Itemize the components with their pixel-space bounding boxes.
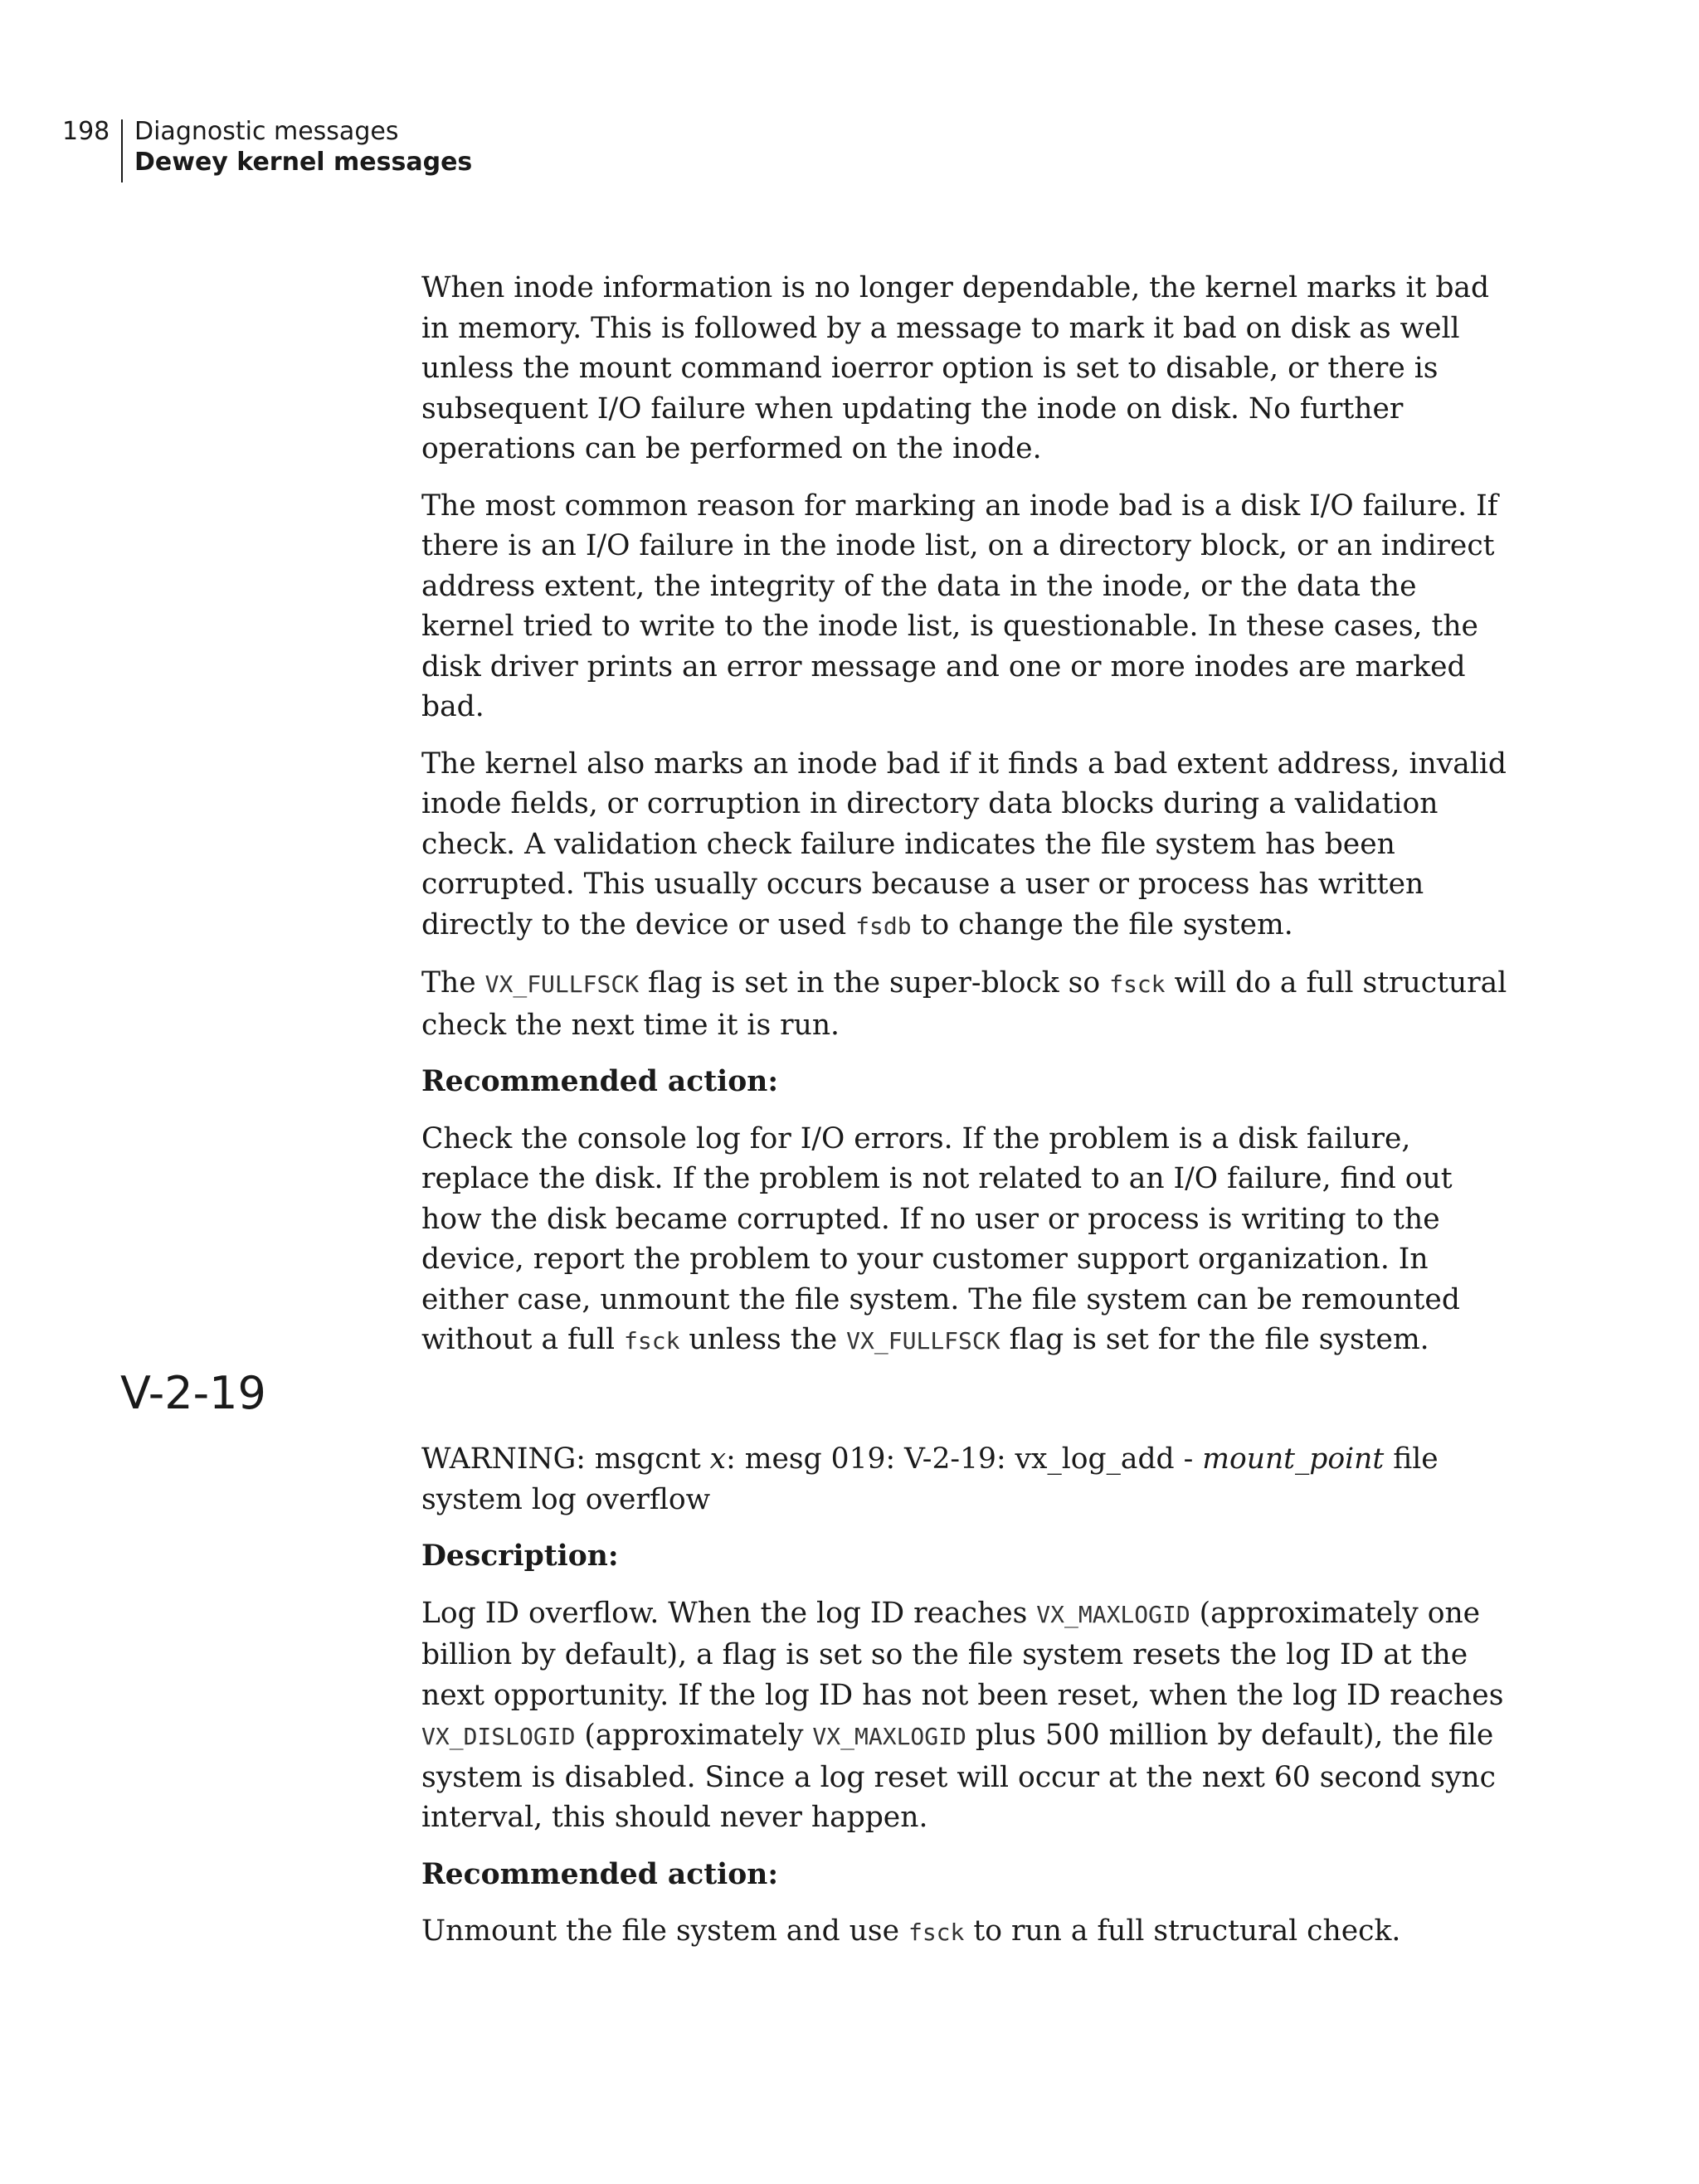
code-vx-dislogid: VX_DISLOGID	[421, 1723, 576, 1750]
text-run: The kernel also marks an inode bad if it finds a bad extent address, invalid inode fields, or corruption in directory data blocks during a validation check. A validation check failure indicates the file system has been corrupted. This usually occurs because a user or process has written directly to the device or used	[421, 747, 1507, 941]
text-run: Log ID overflow. When the log ID reaches	[421, 1596, 1037, 1630]
text-run: file system log overflow	[421, 1442, 1439, 1516]
paragraph: When inode information is no longer dependable, the kernel marks it bad in memory. This is followed by a message to mark it bad on disk as well unless the mount command ioerror option is set to disable, or there is subsequent I/O failure when updating the inode on disk. No further operations can be performed on the inode.	[421, 271, 1490, 465]
text-run: : mesg 019: V-2-19: vx_log_add -	[726, 1442, 1203, 1476]
code-fsck: fsck	[624, 1327, 680, 1355]
italic-x: x	[709, 1442, 727, 1476]
chapter-title: Diagnostic messages	[134, 117, 399, 146]
text-run: to change the file system.	[911, 907, 1293, 941]
recommended-action-label: Recommended action:	[421, 1065, 779, 1098]
text-run: The	[421, 966, 485, 1000]
text-run: will do a full structural check the next time it is run.	[421, 966, 1507, 1042]
text-run: Unmount the file system and use	[421, 1914, 908, 1948]
warning-message	[421, 1439, 1508, 1520]
message-v-2-19-body	[421, 1439, 1508, 1970]
code-vx-fullfsck: VX_FULLFSCK	[846, 1327, 1000, 1355]
code-vx-maxlogid: VX_MAXLOGID	[1036, 1600, 1190, 1628]
message-v-2-18-body	[421, 268, 1508, 1379]
code-fsck: fsck	[1109, 970, 1166, 998]
text-run: (approximately	[575, 1719, 813, 1752]
code-fsck: fsck	[908, 1919, 965, 1946]
text-run: Check the console log for I/O errors. If the problem is a disk failure, replace the disk. If the problem is not related to an I/O failure, find out how the disk became corrupted. If no user or process is writing to the device, report the problem to your customer support organization. In either case, unmount the file system. The file system can be remounted without a full	[421, 1121, 1460, 1356]
text-run: unless the	[679, 1323, 847, 1356]
code-fsdb: fsdb	[855, 912, 912, 940]
recommended-action-label: Recommended action:	[421, 1857, 779, 1891]
page-number: 198	[62, 117, 110, 146]
header-titles	[134, 116, 472, 178]
paragraph	[421, 744, 1508, 947]
text-run: plus 500 million by default), the file system is disabled. Since a log reset will occur at the next 60 second sync interval, this should never happen.	[421, 1719, 1496, 1834]
paragraph	[421, 963, 1508, 1045]
paragraph	[421, 1593, 1508, 1838]
text-run: (approximately one billion by default), a flag is set so the file system resets the log ID at the next opportunity. If the log ID has not been reset, when the log ID reaches	[421, 1596, 1504, 1712]
message-heading: V-2-19	[120, 1367, 266, 1419]
paragraph: The most common reason for marking an inode bad is a disk I/O failure. If there is an I/O failure in the inode list, on a directory block, or an indirect address extent, the integrity of the data in the inode, or the data the kernel tried to write to the inode list, is questionable. In these cases, the disk driver prints an error message and one or more inodes are marked bad.	[421, 489, 1498, 723]
header-divider	[121, 119, 123, 182]
code-vx-maxlogid: VX_MAXLOGID	[812, 1723, 966, 1750]
text-run: WARNING: msgcnt	[421, 1442, 710, 1476]
italic-mount-point: mount_point	[1202, 1442, 1385, 1476]
paragraph	[421, 1119, 1508, 1362]
code-vx-fullfsck: VX_FULLFSCK	[484, 970, 640, 998]
paragraph	[421, 1911, 1508, 1953]
text-run: flag is set for the file system.	[1000, 1323, 1429, 1356]
description-label: Description:	[421, 1540, 619, 1573]
text-run: to run a full structural check.	[964, 1914, 1401, 1948]
section-title: Dewey kernel messages	[134, 148, 473, 177]
text-run: flag is set in the super-block so	[639, 966, 1110, 1000]
